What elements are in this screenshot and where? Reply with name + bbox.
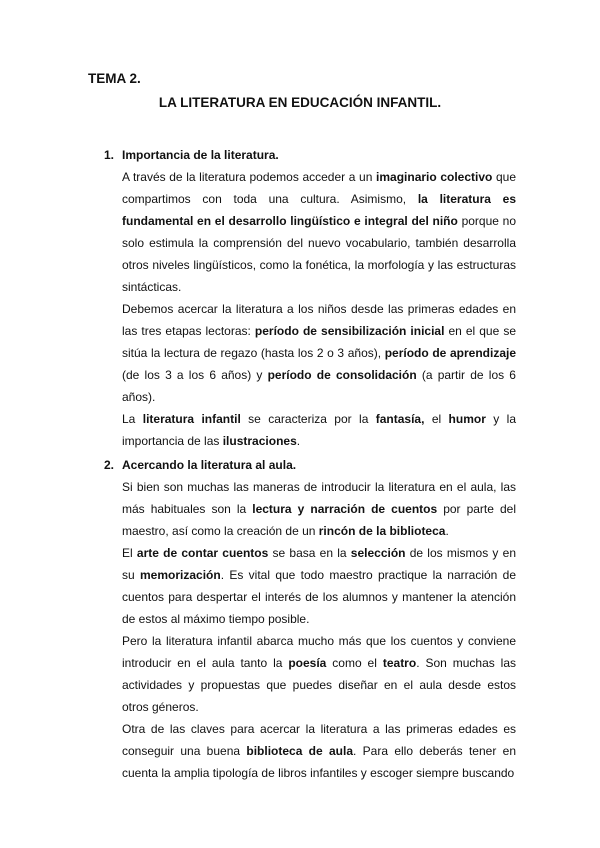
- section-title: Acercando la literatura al aula.: [122, 458, 297, 472]
- paragraph: [122, 476, 516, 542]
- text-run: se caracteriza por la: [240, 412, 376, 426]
- bold-term: selección: [350, 546, 406, 560]
- page-title: LA LITERATURA EN EDUCACIÓN INFANTIL.: [158, 95, 442, 110]
- text-run: .: [296, 434, 301, 448]
- section-heading: [104, 454, 516, 476]
- section-1: [104, 144, 516, 452]
- bold-term: período de aprendizaje: [384, 346, 516, 360]
- text-run: y la importancia de las: [122, 412, 516, 448]
- text-run: . Son muchas las actividades y propuestas que puedes diseñar en el aula desde estos otros géneros.: [122, 656, 517, 714]
- text-run: que compartimos con toda una cultura. Asimismo,: [122, 170, 516, 206]
- text-run: se basa en la: [268, 546, 351, 560]
- text-run: Pero la literatura infantil abarca mucho más que los cuentos y conviene introducir en el aula tanto la: [122, 634, 516, 670]
- text-run: el: [424, 412, 449, 426]
- bold-term: lectura y narración de cuentos: [252, 502, 438, 516]
- bold-term: rincón de la biblioteca: [318, 524, 446, 538]
- bold-term: literatura infantil: [142, 412, 241, 426]
- text-run: en el que se sitúa la lectura de regazo (hasta los 2 o 3 años),: [122, 324, 517, 360]
- section-number: 1.: [104, 148, 115, 162]
- text-run: .: [445, 524, 449, 538]
- text-run: (a partir de los 6 años).: [122, 368, 516, 404]
- text-run: Otra de las claves para acercar la literatura a las primeras edades es conseguir una buena: [122, 722, 516, 758]
- text-run: . Es vital que todo maestro practique la narración de cuentos para despertar el interés de los alumnos y mantener la atención de estos al máximo tiempo posible.: [122, 568, 516, 626]
- bold-term: humor: [448, 412, 486, 426]
- bold-term: período de consolidación: [267, 368, 417, 382]
- bold-term: fantasía,: [375, 412, 425, 426]
- tema-label: TEMA 2.: [88, 71, 141, 86]
- text-run: (de los 3 a los 6 años) y: [122, 368, 268, 382]
- paragraph: [122, 718, 516, 784]
- bold-term: arte de contar cuentos: [136, 546, 269, 560]
- section-heading: [104, 144, 516, 166]
- bold-term: período de sensibilización inicial: [254, 324, 445, 338]
- text-run: como el: [326, 656, 383, 670]
- bold-term: teatro: [382, 656, 417, 670]
- paragraph: [122, 630, 516, 718]
- text-run: porque no solo estimula la comprensión del nuevo vocabulario, también desarrolla otros niveles lingüísticos, como la fonética, la morfología y las estructuras sintácticas.: [122, 214, 517, 294]
- text-run: . Para ello deberás tener en cuenta la amplia tipología de libros infantiles y escoger siempre buscando: [122, 744, 516, 780]
- paragraph: [122, 298, 516, 408]
- text-run: A través de la literatura podemos acceder a un: [122, 170, 377, 184]
- bold-term: la literatura es fundamental en el desarrollo lingüístico e integral del niño: [122, 192, 516, 228]
- text-run: Si bien son muchas las maneras de introducir la literatura en el aula, las más habituales son la: [122, 480, 516, 516]
- bold-term: ilustraciones: [222, 434, 297, 448]
- bold-term: memorización: [140, 568, 221, 582]
- text-run: Debemos acercar la literatura a los niños desde las primeras edades en las tres etapas lectoras:: [122, 302, 516, 338]
- paragraph: [122, 408, 516, 452]
- text-run: El: [122, 546, 137, 560]
- paragraph: [122, 542, 516, 630]
- bold-term: biblioteca de aula: [246, 744, 354, 758]
- paragraph: [122, 166, 516, 298]
- section-number: 2.: [104, 458, 115, 472]
- bold-term: poesía: [288, 656, 327, 670]
- text-run: de los mismos y en su: [122, 546, 516, 582]
- section-title: Importancia de la literatura.: [122, 148, 279, 162]
- section-2: [104, 454, 516, 784]
- text-run: por parte del maestro, así como la creación de un: [122, 502, 516, 538]
- bold-term: imaginario colectivo: [376, 170, 493, 184]
- text-run: La: [122, 412, 143, 426]
